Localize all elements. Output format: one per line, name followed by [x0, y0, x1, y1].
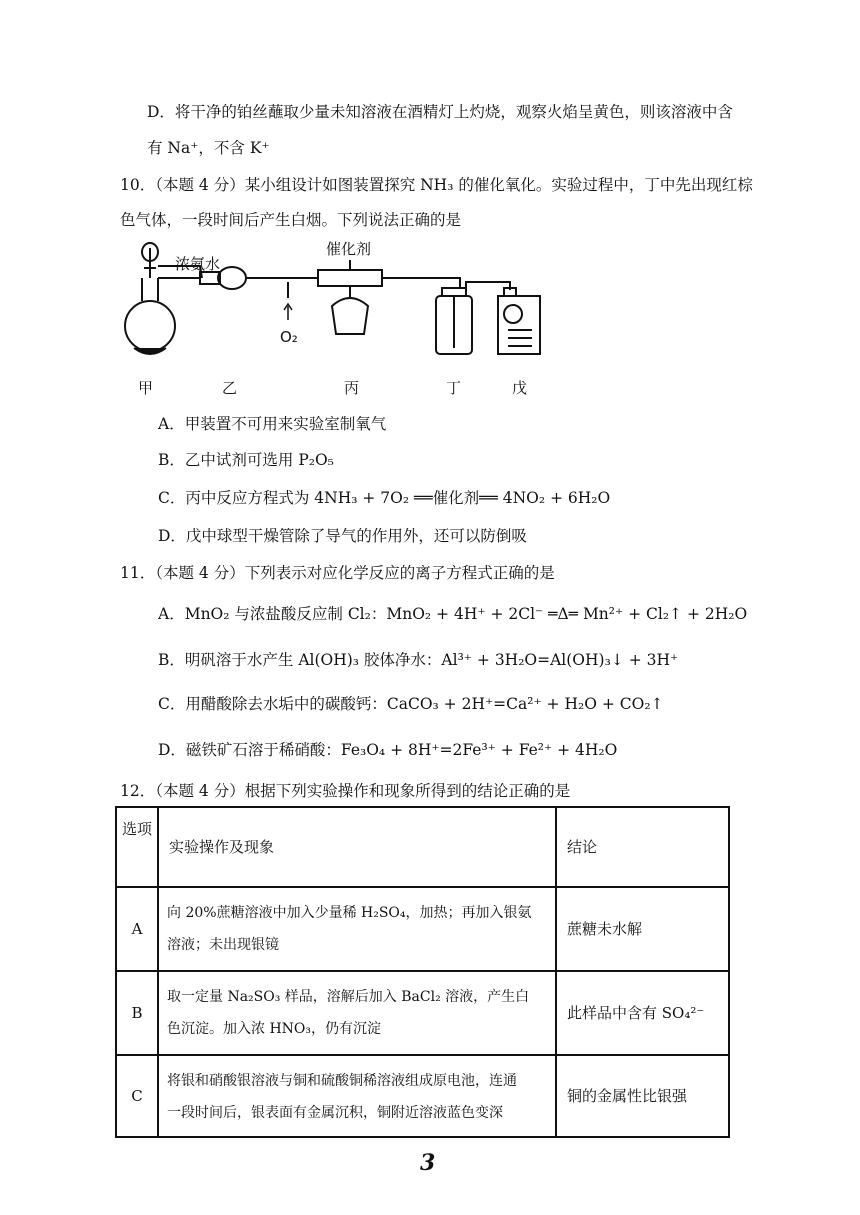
row-b-operation-line1: 取一定量 Na₂SO₃ 样品，溶解后加入 BaCl₂ 溶液，产生白: [167, 989, 530, 1005]
q12-stem: 12．（本题 4 分）根据下列实验操作和现象所得到的结论正确的是: [120, 782, 571, 800]
row-b-option: B: [117, 972, 159, 1056]
header-conclusion: 结论: [557, 808, 730, 888]
row-c-operation: [159, 1056, 557, 1138]
experiment-table: [115, 806, 730, 1138]
q11-stem: 11．（本题 4 分）下列表示对应化学反应的离子方程式正确的是: [120, 564, 555, 582]
row-a-operation: [159, 888, 557, 972]
label-bing: 丙: [344, 379, 360, 397]
row-c-conclusion: 铜的金属性比银强: [557, 1056, 730, 1138]
row-a-operation-line1: 向 20%蔗糖溶液中加入少量稀 H₂SO₄，加热；再加入银氨: [167, 905, 532, 921]
q10-stem-line1: 10．（本题 4 分）某小组设计如图装置探究 NH₃ 的催化氧化。实验过程中，丁中先出现红棕: [120, 176, 753, 194]
label-wu: 戊: [512, 379, 528, 397]
header-option: 选项: [117, 808, 159, 888]
drying-tube-yi: [158, 267, 292, 320]
q10-option-d: D．戊中球型干燥管除了导气的作用外，还可以防倒吸: [158, 527, 527, 545]
apparatus-diagram: [120, 238, 560, 398]
row-a-operation-line2: 溶液；未出现银镜: [167, 937, 279, 953]
row-a-option: A: [117, 888, 159, 972]
q11-option-b: B．明矾溶于水产生 Al(OH)₃ 胶体净水：Al³⁺ + 3H₂O=Al(OH)₃↓ + 3H⁺: [158, 651, 679, 669]
row-b-conclusion: 此样品中含有 SO₄²⁻: [557, 972, 730, 1056]
beaker-wu: [498, 288, 540, 354]
label-ding: 丁: [446, 379, 462, 397]
catalyst-label: 催化剂: [326, 240, 372, 258]
q9-option-d-line2: 有 Na⁺，不含 K⁺: [147, 139, 270, 157]
row-c-operation-line1: 将银和硝酸银溶液与铜和硫酸铜稀溶液组成原电池，连通: [167, 1073, 517, 1089]
row-a-conclusion: 蔗糖未水解: [557, 888, 730, 972]
row-b-operation: [159, 972, 557, 1056]
q10-stem-line2: 色气体，一段时间后产生白烟。下列说法正确的是: [120, 211, 462, 229]
q10-option-c: C．丙中反应方程式为 4NH₃ + 7O₂ ══催化剂══ 4NO₂ + 6H₂O: [158, 489, 611, 507]
label-jia: 甲: [138, 379, 154, 397]
row-c-operation-line2: 一段时间后，银表面有金属沉积，铜附近溶液蓝色变深: [167, 1105, 503, 1121]
q11-option-c: C．用醋酸除去水垢中的碳酸钙：CaCO₃ + 2H⁺=Ca²⁺ + H₂O + CO₂↑: [158, 695, 664, 713]
ammonia-label: 浓氨水: [175, 255, 221, 273]
row-c-option: C: [117, 1056, 159, 1138]
q11-option-a: A．MnO₂ 与浓盐酸反应制 Cl₂：MnO₂ + 4H⁺ + 2Cl⁻ ═Δ═ Mn²⁺ + Cl₂↑ + 2H₂O: [158, 605, 748, 623]
label-yi: 乙: [222, 379, 238, 397]
catalyst-tube-bing: [288, 260, 442, 334]
o2-label: O₂: [280, 328, 298, 346]
q11-option-d: D．磁铁矿石溶于稀硝酸：Fe₃O₄ + 8H⁺=2Fe³⁺ + Fe²⁺ + 4H₂O: [158, 741, 618, 759]
row-b-operation-line2: 色沉淀。加入浓 HNO₃，仍有沉淀: [167, 1021, 381, 1037]
q10-option-a: A．甲装置不可用来实验室制氧气: [158, 415, 387, 433]
header-operation: 实验操作及现象: [159, 808, 557, 888]
q9-option-d-line1: D．将干净的铂丝蘸取少量未知溶液在酒精灯上灼烧，观察火焰呈黄色，则该溶液中含: [147, 103, 733, 121]
page-number: 3: [420, 1150, 436, 1176]
q10-option-b: B．乙中试剂可选用 P₂O₅: [158, 451, 334, 469]
